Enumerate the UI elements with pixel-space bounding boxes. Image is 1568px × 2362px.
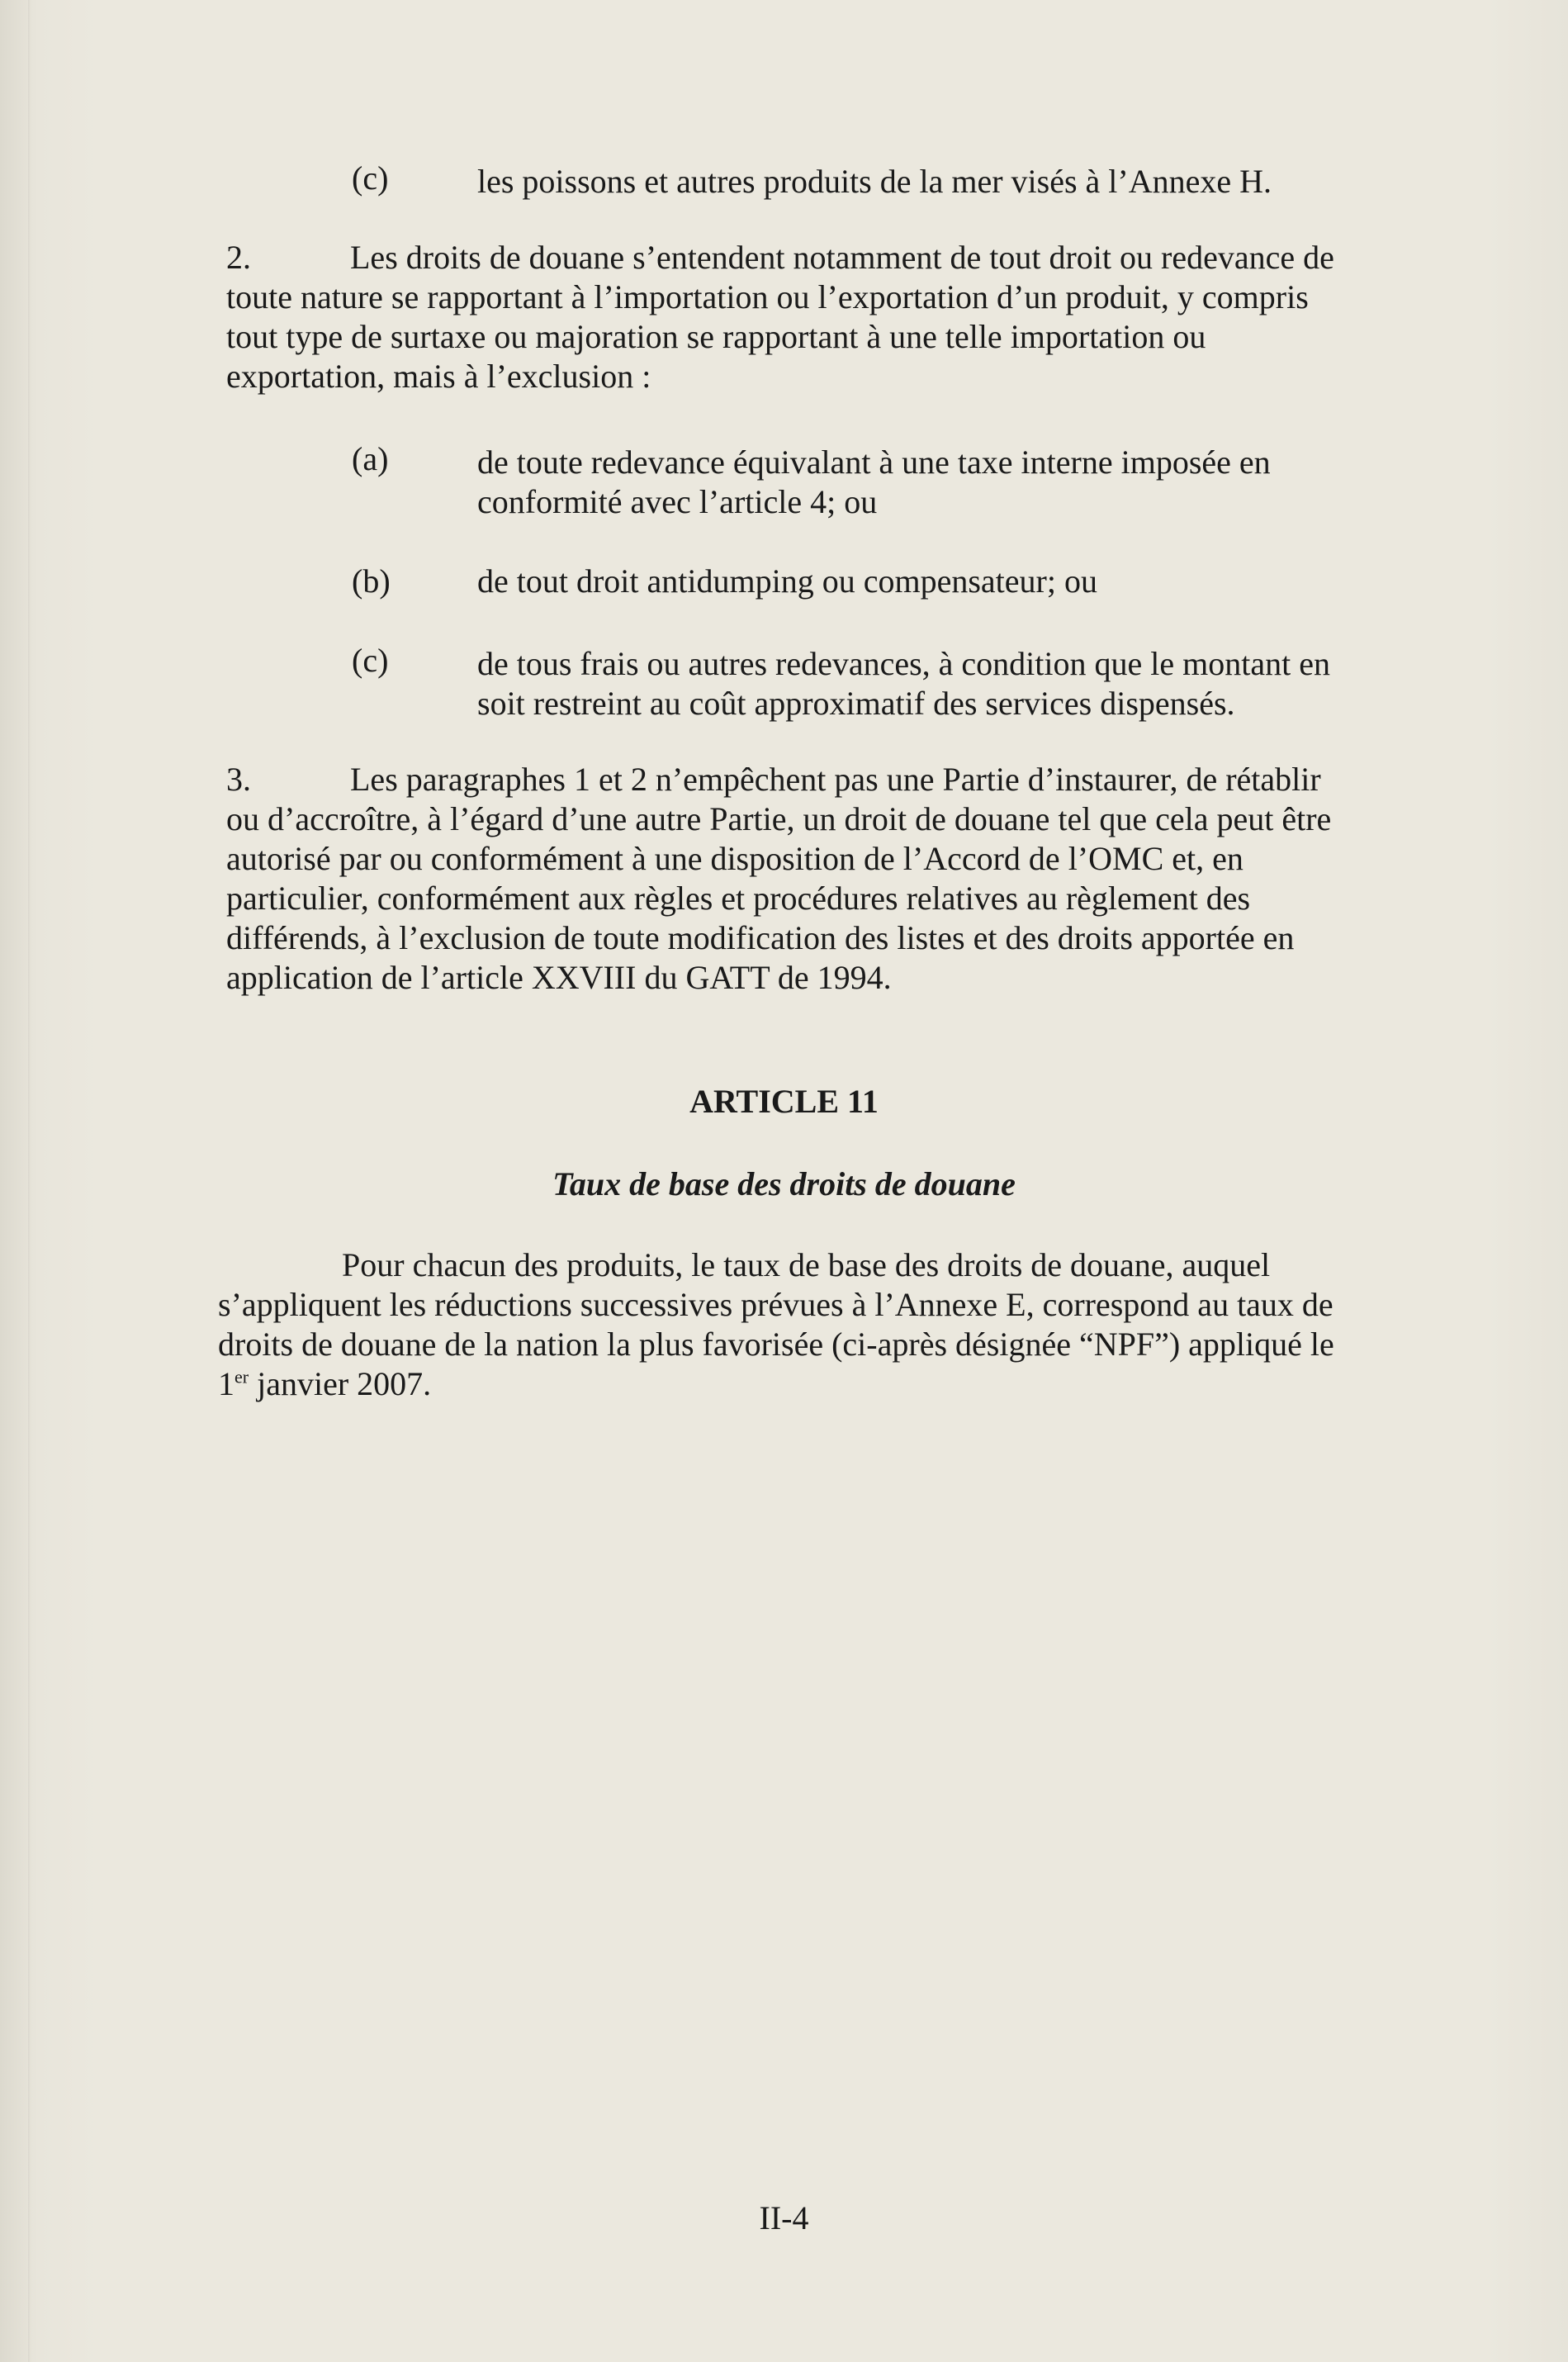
paragraph-2 xyxy=(226,238,1366,396)
article-subheading: Taux de base des droits de douane xyxy=(552,1165,1016,1202)
item-label: (c) xyxy=(352,642,389,679)
ordinal-superscript: er xyxy=(234,1366,249,1387)
paragraph-text: Pour chacun des produits, le taux de base des droits de douane, auquel s’appliquent les réductions successives prévues à l’Annexe E, correspond au taux de droits de douane de la nation la plus favorisée (ci-après désignée “NPF”) appliqué le 1 xyxy=(218,1246,1334,1402)
item-text: de tous frais ou autres redevances, à condition que le montant en soit restreint au coût approximatif des services dispensés. xyxy=(477,645,1330,722)
paragraph-text: Les droits de douane s’entendent notamment de tout droit ou redevance de toute nature se rapportant à l’importation ou l’exportation d’un produit, y compris tout type de surtaxe ou majoration se rapportant à une telle importation ou exportation, mais à l’exclusion : xyxy=(226,239,1334,395)
item-label: (a) xyxy=(352,440,389,477)
paragraph-text-end: janvier 2007. xyxy=(249,1365,432,1402)
item-text: de toute redevance équivalant à une taxe interne imposée en conformité avec l’article 4; ou xyxy=(477,443,1271,520)
paragraph-text: Les paragraphes 1 et 2 n’empêchent pas une Partie d’instaurer, de rétablir ou d’accroître, à l’égard d’une autre Partie, un droit de douane tel que cela peut être autorisé par ou conformément à une disposition de l’Accord de l’OMC et, en particulier, conformément aux règles et procédures relatives au règlement des différends, à l’exclusion de toute modification des listes et des droits apportée en application de l’article XXVIII du GATT de 1994. xyxy=(226,761,1332,996)
article-heading: ARTICLE 11 xyxy=(689,1083,879,1120)
paragraph-number: 2. xyxy=(226,239,251,276)
article-11-paragraph xyxy=(218,1245,1341,1404)
item-label: (b) xyxy=(352,562,391,600)
item-label: (c) xyxy=(352,159,389,197)
paragraph-number: 3. xyxy=(226,761,251,798)
item-text: de tout droit antidumping ou compensateur; ou xyxy=(477,562,1097,600)
page-number: II-4 xyxy=(759,2199,809,2236)
item-text: les poissons et autres produits de la mer visés à l’Annexe H. xyxy=(477,163,1272,200)
paragraph-3 xyxy=(226,760,1357,998)
